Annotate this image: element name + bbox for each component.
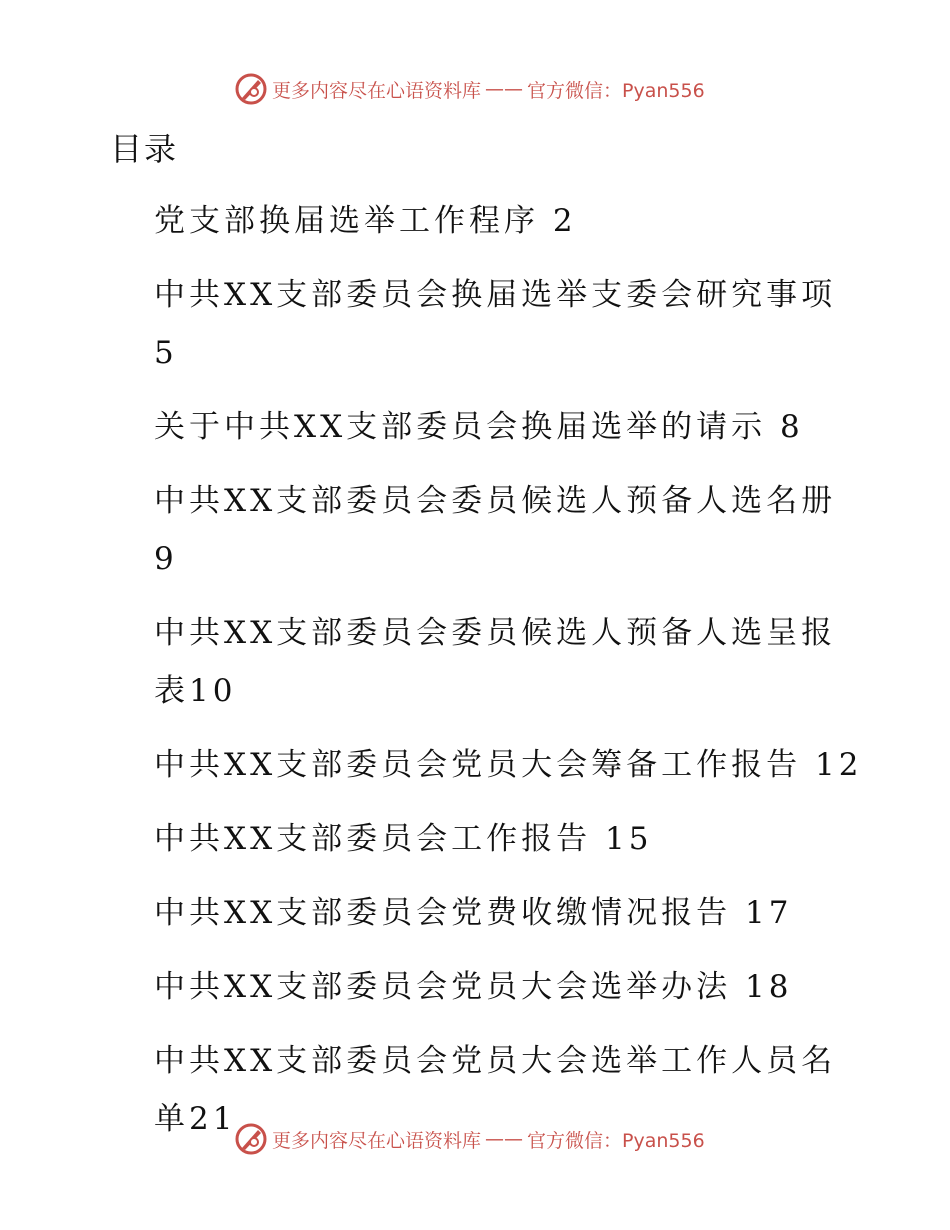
banner-wechat: 官方微信：Pyan556	[527, 79, 705, 102]
toc-item[interactable]: 中共XX支部委员会党员大会选举办法 18	[154, 969, 793, 1005]
header-banner	[234, 72, 705, 106]
banner-text: 更多内容尽在心语资料库	[272, 1129, 482, 1152]
toc-item[interactable]: 中共XX支部委员会委员候选人预备人选名册 9	[154, 483, 837, 577]
banner-text: 更多内容尽在心语资料库	[272, 79, 482, 102]
footer-banner	[234, 1122, 705, 1156]
banner-dash: ——	[485, 78, 524, 100]
toc-item[interactable]: 党支部换届选举工作程序 2	[154, 203, 577, 239]
pen-logo-icon	[234, 1122, 268, 1156]
toc-item[interactable]: 中共XX支部委员会党费收缴情况报告 17	[154, 895, 793, 931]
toc-item[interactable]: 中共XX支部委员会换届选举支委会研究事项 5	[154, 277, 837, 371]
toc-item[interactable]: 关于中共XX支部委员会换届选举的请示 8	[154, 409, 804, 445]
toc-list	[154, 192, 864, 1148]
toc-item[interactable]: 中共XX支部委员会党员大会选举工作人员名单21	[154, 1043, 837, 1137]
toc-item[interactable]: 中共XX支部委员会工作报告 15	[154, 821, 653, 857]
pen-logo-icon	[234, 72, 268, 106]
toc-title: 目录	[110, 130, 179, 168]
toc-item[interactable]: 中共XX支部委员会委员候选人预备人选呈报表10	[154, 615, 837, 709]
banner-dash: ——	[485, 1128, 524, 1150]
banner-wechat: 官方微信：Pyan556	[527, 1129, 705, 1152]
toc-item[interactable]: 中共XX支部委员会党员大会筹备工作报告 12	[154, 747, 863, 783]
